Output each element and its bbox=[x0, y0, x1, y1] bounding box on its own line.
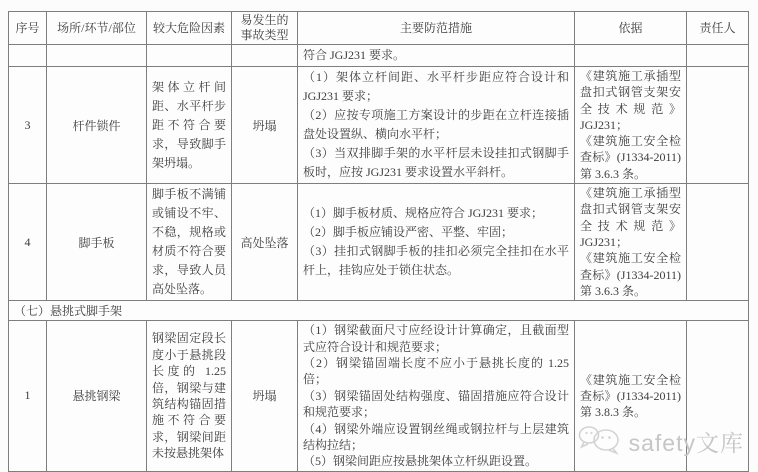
cell-serial: 3 bbox=[9, 67, 47, 184]
cell-place: 杆件锁件 bbox=[47, 67, 147, 184]
document-page bbox=[0, 11, 758, 471]
cell-risk: 脚手板不满铺或铺设不牢、不稳，规格或材质不符合要求，导致人员高处坠落。 bbox=[147, 184, 232, 301]
col-header-risk: 较大危险因素 bbox=[147, 12, 232, 45]
cell-owner bbox=[687, 45, 749, 67]
watermark bbox=[577, 421, 744, 461]
measure-item: （2）钢梁锚固端长度不应小于悬挑长度的 1.25 倍； bbox=[303, 355, 569, 387]
measure-item: （3）钢梁锚固处结构强度、锚固措施应符合设计和规范要求； bbox=[303, 388, 569, 420]
measure-item: （5）钢梁间距应按悬挑架体立杆纵距设置。 bbox=[303, 454, 538, 469]
cell-place: 脚手板 bbox=[47, 184, 147, 301]
header-row bbox=[9, 12, 749, 45]
cell-place: 悬挑钢梁 bbox=[47, 321, 147, 472]
cell-serial: 4 bbox=[9, 184, 47, 301]
cell-accident: 高处坠落 bbox=[232, 184, 298, 301]
watermark-text: safety文库 bbox=[628, 429, 744, 456]
measure-item: （3）当双排脚手架的水平杆层未设挂扣式钢脚手板时，应按 JGJ231 要求设置水平斜杆。 bbox=[303, 146, 569, 180]
cell-measures bbox=[298, 67, 575, 184]
measure-item: （4）钢梁外端应设置钢丝绳或钢拉杆与上层建筑结构拉结； bbox=[303, 421, 569, 452]
cell-basis bbox=[575, 184, 687, 301]
basis-item: 《建筑施工承插型盘扣式钢管支架安全技术规范》JGJ231； bbox=[580, 69, 681, 132]
basis-item: 《建筑施工安全检查标》(J1334-2011) 第 3.6.3 条。 bbox=[580, 251, 681, 298]
cell-measures bbox=[298, 184, 575, 301]
col-header-basis: 依据 bbox=[575, 12, 687, 45]
cell-risk: 钢梁固定段长度小于悬挑段长度的 1.25 倍，钢梁与建筑结构锚固措施不符合要求，钢梁间距未按悬挑架体 bbox=[147, 321, 232, 472]
cell-serial bbox=[9, 45, 47, 67]
table-row bbox=[9, 67, 749, 184]
cell-accident: 坍塌 bbox=[232, 67, 298, 184]
col-header-serial: 序号 bbox=[9, 12, 47, 45]
measure-item: （3）挂扣式钢脚手板的挂扣必须完全挂扣在水平杆上，挂钩应处于锁住状态。 bbox=[303, 244, 569, 278]
cell-accident: 坍塌 bbox=[232, 321, 298, 472]
cell-measures: 符合 JGJ231 要求。 bbox=[298, 45, 575, 67]
col-header-owner: 责任人 bbox=[687, 12, 749, 45]
cell-measures bbox=[298, 321, 575, 472]
table-row bbox=[9, 184, 749, 301]
cell-accident bbox=[232, 45, 298, 67]
col-header-accident-type: 易发生的事故类型 bbox=[232, 12, 298, 45]
cell-basis bbox=[575, 67, 687, 184]
measure-item: （1）脚手板材质、规格应符合 JGJ231 要求； bbox=[303, 206, 544, 221]
basis-item: 《建筑施工安全检查标》(J1334-2011) 第 3.6.3 条。 bbox=[580, 134, 681, 181]
measure-item: （2）脚手板应铺设严密、平整、牢固； bbox=[303, 225, 514, 240]
measure-item: （1）钢梁截面尺寸应经设计计算确定，且截面型式应符合设计和规范要求； bbox=[303, 323, 569, 354]
section-title: （七）悬挑式脚手架 bbox=[9, 301, 749, 321]
col-header-measures: 主要防范措施 bbox=[298, 12, 575, 45]
col-header-place: 场所/环节/部位 bbox=[47, 12, 147, 45]
measure-item: （1）架体立杆间距、水平杆步距应符合设计和 JGJ231 要求； bbox=[303, 70, 569, 104]
basis-item: 《建筑施工安全检查标》(J1334-2011) 第 3.8.3 条。 bbox=[580, 372, 681, 420]
cell-owner bbox=[687, 67, 749, 184]
cell-owner bbox=[687, 184, 749, 301]
section-row bbox=[9, 301, 749, 321]
risk-prevention-table bbox=[8, 11, 749, 472]
measure-item: （2）应按专项施工方案设计的步距在立杆连接插盘处设置纵、横向水平杆； bbox=[303, 108, 569, 142]
basis-item: 《建筑施工承插型盘扣式钢管支架安全技术规范》JGJ231； bbox=[580, 186, 681, 249]
cell-serial: 1 bbox=[9, 321, 47, 472]
cell-basis bbox=[575, 45, 687, 67]
cell-place bbox=[47, 45, 147, 67]
wechat-doodle-icon bbox=[577, 421, 623, 461]
continuation-row bbox=[9, 45, 749, 67]
cell-risk: 架体立杆间距、水平杆步距不符合要求，导致脚手架坍塌。 bbox=[147, 67, 232, 184]
cell-risk bbox=[147, 45, 232, 67]
